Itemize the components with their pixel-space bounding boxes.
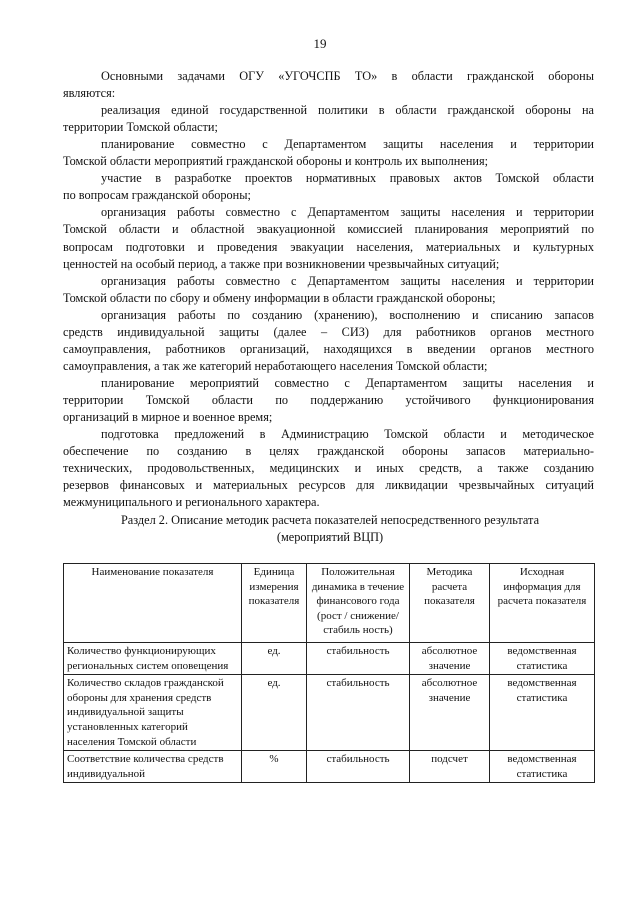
body-line: организаций в мирное и военное время; xyxy=(63,410,273,424)
section-title-line-2: (мероприятий ВЦП) xyxy=(276,530,384,544)
header-dynamics: Положительная динамика в течение финансового года (рост / снижение/стабиль ность) xyxy=(307,564,410,643)
section-title-line-1: Раздел 2. Описание методик расчета показателей непосредственного результата xyxy=(120,513,540,527)
cell-dynamics: стабильность xyxy=(307,751,410,783)
body-line: Томской области и областной эвакуационной комиссией планирования мероприятий по xyxy=(63,222,594,237)
body-line: по вопросам гражданской обороны; xyxy=(63,188,251,203)
cell-method: абсолютное значение xyxy=(410,642,490,674)
body-line: межмуниципального и регионального характера. xyxy=(63,495,320,510)
cell-method: подсчет xyxy=(410,751,490,783)
body-line: организация работы совместно с Департаментом защиты населения и территории xyxy=(101,273,594,288)
body-line: территории Томской области по поддержанию устойчивого функционирования xyxy=(63,392,594,407)
page-number: 19 xyxy=(313,36,327,51)
body-line: ценностей на особый период, а также при возникновении чрезвычайных ситуаций; xyxy=(63,256,500,271)
header-method: Методика расчета показателя xyxy=(410,564,490,643)
header-indicator-name: Наименование показателя xyxy=(64,564,242,643)
body-line: самоуправления, работников организаций, находящихся в введении органов местного xyxy=(63,341,594,356)
body-line: участие в разработке проектов нормативных правовых актов Томской области xyxy=(101,171,594,186)
body-line: технических, продовольственных, медицинских и иных средств, а также созданию xyxy=(63,461,594,476)
cell-source: ведомственная статистика xyxy=(490,675,595,751)
body-line: Томской области по сбору и обмену информации в области гражданской обороны; xyxy=(63,290,496,305)
body-line: вопросам подготовки и проведения эвакуации населения, материальных и культурных xyxy=(63,239,594,254)
body-line: планирование мероприятий совместно с Департаментом защиты населения и xyxy=(101,375,594,390)
body-line: резервов финансовых и материальных ресурсов для ликвидации чрезвычайных ситуаций xyxy=(63,478,594,493)
cell-source: ведомственная статистика xyxy=(490,751,595,783)
body-line: организация работы совместно с Департаментом защиты населения и территории xyxy=(101,205,594,220)
cell-indicator-name: Количество функционирующих региональных систем оповещения xyxy=(64,642,242,674)
body-line: самоуправления, а так же категорий неработающего населения Томской области; xyxy=(63,358,488,373)
header-unit: Единица измерения показателя xyxy=(242,564,307,643)
body-line: территории Томской области; xyxy=(63,120,218,135)
body-line: реализация единой государственной политики в области гражданской обороны на xyxy=(101,103,594,118)
body-line: Основными задачами ОГУ «УГОЧСПБ ТО» в области гражданской обороны xyxy=(101,69,594,83)
cell-unit: ед. xyxy=(242,675,307,751)
cell-method: абсолютное значение xyxy=(410,675,490,751)
body-line: средств индивидуальной защиты (далее – СИЗ) для работников органов местного xyxy=(63,324,594,339)
table-row xyxy=(64,675,595,751)
body-line: планирование совместно с Департаментом защиты населения и территории xyxy=(101,137,594,152)
table-header-row xyxy=(64,564,595,643)
cell-dynamics: стабильность xyxy=(307,675,410,751)
body-line: обеспечение по созданию в целях гражданской обороны запасов материально- xyxy=(63,444,594,459)
cell-unit: ед. xyxy=(242,642,307,674)
body-line: организация работы по созданию (хранению), восполнению и списанию запасов xyxy=(101,307,594,322)
table-row xyxy=(64,751,595,783)
indicators-table xyxy=(63,563,595,783)
cell-dynamics: стабильность xyxy=(307,642,410,674)
body-line: Томской области мероприятий гражданской обороны и контроль их выполнения; xyxy=(63,154,489,169)
header-source: Исходная информация для расчета показателя xyxy=(490,564,595,643)
cell-source: ведомственная статистика xyxy=(490,642,595,674)
cell-unit: % xyxy=(242,751,307,783)
table-row xyxy=(64,642,595,674)
body-line: являются: xyxy=(63,86,116,101)
body-line: подготовка предложений в Администрацию Томской области и методическое xyxy=(101,427,594,442)
cell-indicator-name: Соответствие количества средств индивидуальной xyxy=(64,751,242,783)
cell-indicator-name: Количество складов гражданской обороны для хранения средств индивидуальной защиты установленных категорий населения Томской области xyxy=(64,675,242,751)
